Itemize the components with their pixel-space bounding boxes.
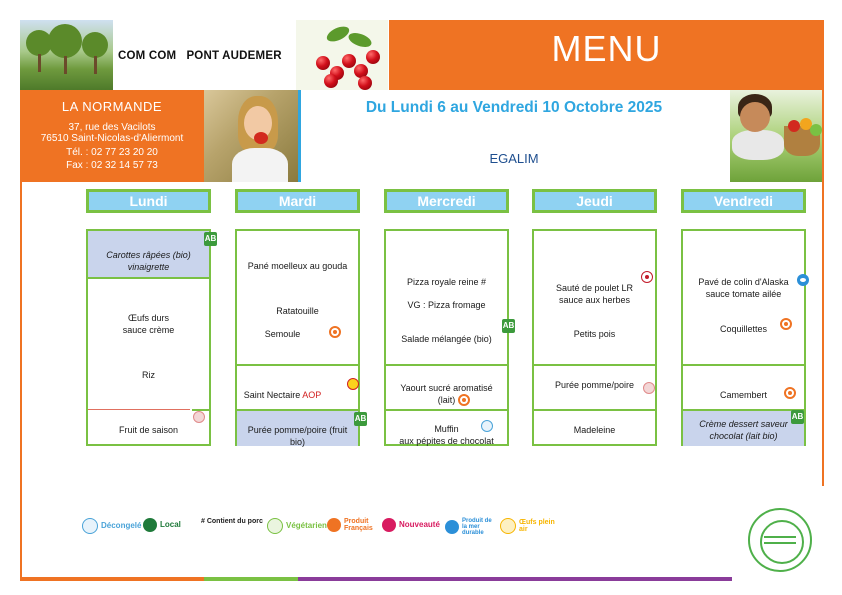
address-line: 76510 Saint-Nicolas-d'Aliermont [40, 133, 184, 144]
new-icon [382, 518, 396, 532]
phone-line: Tél. : 02 77 23 20 20 [66, 147, 158, 158]
french-product-icon [643, 382, 655, 394]
menu-item: Pavé de colin d'Alaska [698, 277, 789, 287]
menu-item: Madeleine [573, 425, 616, 435]
restaurant-name: LA NORMANDE [61, 99, 163, 114]
frozen-icon [481, 420, 493, 432]
fish-sustainable-icon [797, 274, 809, 286]
left-border [20, 182, 22, 577]
week-dates: Du Lundi 6 au Vendredi 10 Octobre 2025 [365, 99, 663, 116]
menu-item: Crème dessert saveur chocolat (lait bio) [699, 419, 788, 441]
snowflake-icon [82, 518, 98, 534]
menu-item: Pané moelleux au gouda [247, 261, 348, 271]
day-menu-jeudi [532, 229, 657, 446]
local-icon [143, 518, 157, 532]
aop-label-icon [347, 378, 359, 390]
day-menu-mercredi [384, 229, 515, 446]
legend-vegetarian [267, 518, 327, 534]
menu-item: Ratatouille [276, 306, 319, 316]
day-header-jeudi: Jeudi [532, 189, 657, 213]
organization-name: COM COM PONT AUDEMER [118, 50, 282, 62]
day-header-mercredi: Mercredi [384, 189, 509, 213]
egalim-label: EGALIM [489, 151, 539, 166]
right-border [822, 90, 824, 486]
menu-item: sauce crème [122, 325, 175, 335]
menu-item: sauce aux herbes [558, 295, 631, 305]
menu-item: Camembert [719, 390, 767, 400]
separator-line [88, 409, 190, 410]
menu-item: Œufs durs [127, 313, 169, 323]
leaf-icon [267, 518, 283, 534]
legend-label: # Contient du porc [201, 518, 263, 525]
legend-new [382, 518, 440, 532]
legend-label: Local [160, 520, 181, 529]
menu-title: MENU [551, 28, 662, 69]
menu-item: Semoule [264, 329, 301, 339]
day-header-lundi: Lundi [86, 189, 211, 213]
legend-label: Produit de la mer durable [462, 518, 492, 536]
orchard-photo [20, 20, 113, 90]
flag-icon [327, 518, 341, 532]
day-menu-lundi [86, 229, 217, 446]
legend-french [327, 518, 379, 532]
legend-frozen [82, 518, 141, 534]
menu-item: aux pépites de chocolat [399, 436, 494, 446]
legend-pork [201, 518, 263, 525]
legend-label: Nouveauté [399, 520, 440, 529]
menu-item: Fruit de saison [118, 425, 179, 435]
menu-item: Carottes râpées (bio) vinaigrette [106, 250, 191, 272]
footer-bar-orange [20, 577, 204, 581]
bio-label-icon: AB [204, 232, 217, 246]
menu-item: Muffin [434, 424, 459, 434]
fax-line: Fax : 02 32 14 57 73 [66, 160, 158, 171]
menu-item: Yaourt sucré aromatisé (lait) [400, 383, 493, 405]
menu-item: Saint Nectaire [243, 390, 301, 400]
legend-sustainable-fish [445, 518, 497, 536]
legend-label: Végétarien [286, 521, 327, 530]
legend-label: Produit Français [344, 518, 373, 532]
vegetarian-icon [329, 326, 341, 338]
vegetarian-icon [780, 318, 792, 330]
address-line: 37, rue des Vacilots [68, 122, 156, 133]
day-menu-vendredi [681, 229, 806, 446]
legend-local [143, 518, 181, 532]
menu-item: Salade mélangée (bio) [401, 334, 492, 344]
menu-item: Coquillettes [719, 324, 768, 334]
day-header-mardi: Mardi [235, 189, 360, 213]
bio-label-icon: AB [791, 410, 804, 424]
egg-icon [500, 518, 516, 534]
menu-item: Pizza royale reine # [406, 277, 487, 287]
aop-text: AOP [302, 390, 322, 400]
legend-free-range-eggs [500, 518, 558, 534]
menu-item: Sauté de poulet LR [555, 283, 634, 293]
french-product-icon [193, 411, 205, 423]
fish-icon [445, 520, 459, 534]
menu-item: Purée pomme/poire [554, 380, 635, 390]
bio-label-icon: AB [354, 412, 367, 426]
girl-eating-photo [204, 90, 298, 182]
vegetarian-icon [458, 394, 470, 406]
day-menu-mardi [235, 229, 367, 447]
footer-bar-purple [298, 577, 732, 581]
footer-bar-green [204, 577, 298, 581]
legend-label: Décongelé [101, 521, 142, 530]
menu-item: Petits pois [573, 329, 616, 339]
menu-item: sauce tomate ailée [705, 289, 782, 299]
bio-label-icon: AB [502, 319, 515, 333]
menu-item: VG : Pizza fromage [407, 300, 486, 310]
legend-label: Œufs plein air [519, 519, 555, 533]
cherries-image [296, 20, 388, 90]
label-rouge-icon [641, 271, 653, 283]
menu-item: Riz [142, 370, 155, 380]
vegetarian-icon [784, 387, 796, 399]
day-header-vendredi: Vendredi [681, 189, 806, 213]
menu-item-cheese [237, 389, 328, 401]
boy-fruit-photo [730, 90, 824, 182]
la-normande-stamp-logo [748, 508, 812, 572]
menu-item: Purée pomme/poire (fruit bio) [247, 425, 348, 447]
